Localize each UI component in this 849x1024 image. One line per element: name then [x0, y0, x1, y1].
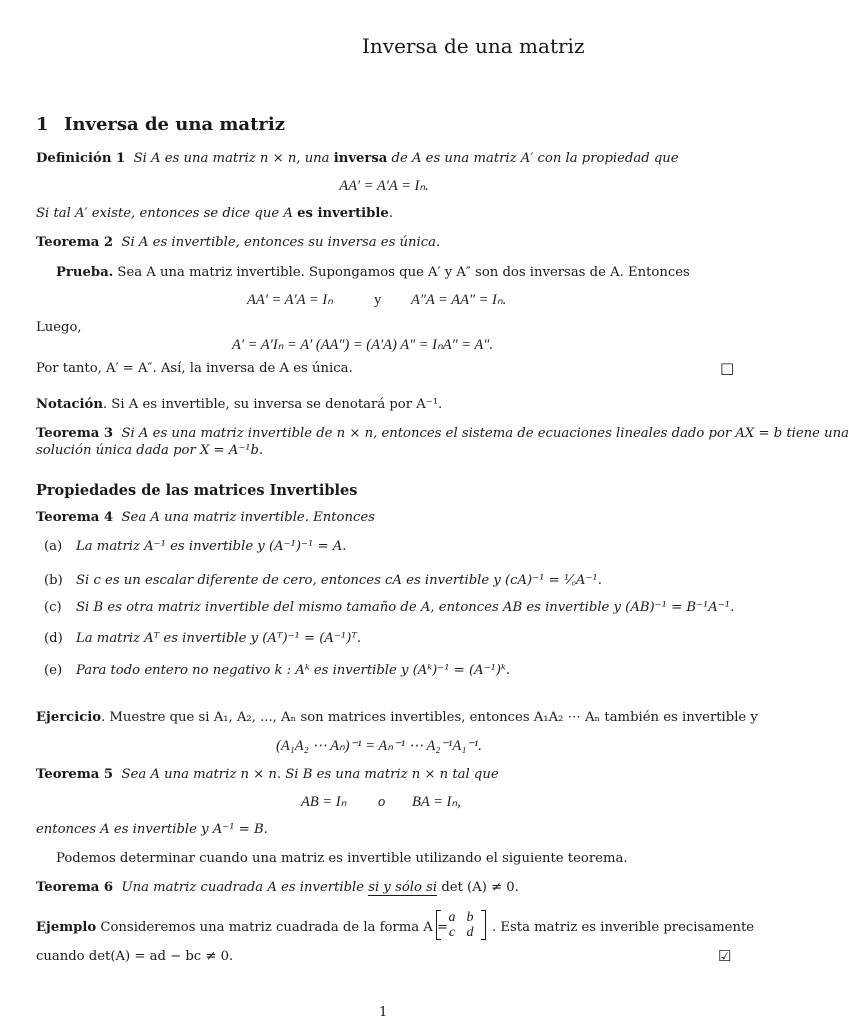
theorem-3: [36, 426, 849, 441]
theorem-5-conclusion: entonces A es invertible y A⁻¹ = B.: [36, 822, 268, 837]
proof: [56, 265, 690, 280]
exercise-label: Ejercicio: [36, 710, 102, 725]
matrix-entry: a: [448, 910, 456, 925]
matrix-entry: d: [466, 925, 474, 940]
theorem-3-label: Teorema 3: [36, 426, 114, 441]
definition-text-b: de A es una matriz A′ con la propiedad que: [387, 151, 679, 166]
theorem-5: [36, 767, 499, 782]
theorem-5-equation-right: BA = Iₙ,: [412, 794, 461, 810]
theorem-4-text: Sea A una matriz invertible. Entonces: [121, 510, 375, 525]
section-heading: [36, 114, 285, 135]
example-matrix: [436, 910, 486, 940]
proof-conclusion: Por tanto, A′ = A″. Así, la inversa de A es única.: [36, 361, 353, 376]
exercise-text: . Muestre que si A₁, A₂, ..., Aₙ son matrices invertibles, entonces A₁A₂ ⋯ Aₙ también es invertible y: [101, 710, 758, 725]
definition-label: Definición 1: [36, 151, 126, 166]
theorem-5-equation-left: AB = Iₙ: [301, 794, 347, 810]
notation-label: Notación: [36, 397, 103, 412]
theorem-6-text-a: Una matriz cuadrada A es invertible: [121, 880, 369, 895]
proof-equation-connector: y: [374, 292, 382, 308]
list-item-text: Para todo entero no negativo k : Aᵏ es invertible y (Aᵏ)⁻¹ = (A⁻¹)ᵏ.: [76, 663, 511, 678]
theorem-5-text: Sea A una matriz n × n. Si B es una matriz n × n tal que: [121, 767, 499, 782]
list-item-text: Si B es otra matriz invertible del mismo tamaño de A, entonces AB es invertible y (AB)⁻¹ = B⁻¹A⁻¹.: [76, 600, 735, 615]
properties-heading: Propiedades de las matrices Invertibles: [36, 482, 358, 499]
theorem-6: [36, 880, 519, 895]
consequence-term: es invertible: [297, 206, 389, 221]
section-title: Inversa de una matriz: [64, 114, 285, 135]
list-item-text: Si c es un escalar diferente de cero, entonces cA es invertible y (cA)⁻¹ = ¹⁄꜀A⁻¹.: [76, 573, 602, 588]
page-number: 1: [379, 1005, 388, 1020]
list-item-text: La matriz A⁻¹ es invertible y (A⁻¹)⁻¹ = A.: [76, 539, 347, 554]
consequence-text-b: .: [388, 206, 394, 221]
list-item-label: (c): [44, 600, 62, 615]
theorem-6-underlined: si y sólo si: [368, 880, 438, 895]
list-item-label: (e): [44, 663, 63, 678]
notation: [36, 397, 442, 412]
consequence-text-a: Si tal A′ existe, entonces se dice que A: [36, 206, 298, 221]
theorem-3-line-2: solución única dada por X = A⁻¹b.: [36, 443, 264, 458]
matrix-entry: b: [466, 910, 474, 925]
definition-equation: AA′ = A′A = Iₙ.: [339, 178, 429, 194]
page-title: Inversa de una matriz: [362, 34, 585, 58]
theorem-2: [36, 235, 440, 250]
qed-box-icon: □: [720, 359, 735, 377]
definition-1: [36, 151, 679, 166]
example-label: Ejemplo: [36, 920, 97, 935]
list-item: [44, 570, 602, 588]
list-item-label: (a): [44, 539, 63, 554]
list-item: [44, 539, 346, 554]
list-item: [44, 631, 361, 646]
proof-equation-2: A′ = A′Iₙ = A′ (AA″) = (A′A) A″ = IₙA″ = A″.: [232, 337, 493, 353]
matrix-2x2: [436, 910, 486, 940]
theorem-4-label: Teorema 4: [36, 510, 114, 525]
paragraph: Podemos determinar cuando una matriz es invertible utilizando el siguiente teorema.: [56, 851, 628, 866]
proof-equation-right: A″A = AA″ = Iₙ.: [411, 292, 507, 308]
theorem-6-text-b: det (A) ≠ 0.: [437, 880, 519, 895]
theorem-5-connector: o: [378, 794, 386, 810]
example-text-a: Consideremos una matriz cuadrada de la forma A =: [100, 920, 449, 935]
example-text-b: . Esta matriz es inverible precisamente: [492, 920, 755, 935]
notation-text: . Si A es invertible, su inversa se denotará por A⁻¹.: [102, 397, 443, 412]
example-line-2: cuando det(A) = ad − bc ≠ 0.: [36, 949, 234, 964]
example: [36, 920, 448, 935]
proof-luego: Luego,: [36, 320, 82, 335]
definition-term: inversa: [333, 151, 388, 166]
proof-text: Sea A una matriz invertible. Supongamos que A′ y A″ son dos inversas de A. Entonces: [117, 265, 690, 280]
definition-text-a: Si A es una matriz n × n, una: [133, 151, 334, 166]
matrix-entry: c: [448, 925, 456, 940]
theorem-6-label: Teorema 6: [36, 880, 114, 895]
theorem-5-label: Teorema 5: [36, 767, 114, 782]
theorem-2-text: Si A es invertible, entonces su inversa es única.: [121, 235, 441, 250]
exercise-equation: (A₁A₂ ⋯ Aₙ)⁻¹ = Aₙ⁻¹ ⋯ A₂⁻¹A₁⁻¹.: [276, 738, 482, 754]
theorem-2-label: Teorema 2: [36, 235, 114, 250]
theorem-3-line-1: Si A es una matriz invertible de n × n, entonces el sistema de ecuaciones lineales dado por AX = b tiene una: [121, 426, 849, 441]
checkbox-checked-icon: ☑: [718, 947, 732, 965]
theorem-4: [36, 510, 375, 525]
list-item-label: (b): [44, 573, 63, 588]
list-item-text: La matriz Aᵀ es invertible y (Aᵀ)⁻¹ = (A⁻¹)ᵀ.: [76, 631, 362, 646]
list-item-label: (d): [44, 631, 63, 646]
list-item: [44, 663, 510, 678]
definition-consequence: [36, 206, 393, 221]
proof-equation-left: AA′ = A′A = Iₙ: [247, 292, 333, 308]
list-item: [44, 600, 734, 615]
section-number: 1: [36, 114, 49, 135]
proof-label: Prueba.: [56, 265, 114, 280]
exercise: [36, 710, 758, 725]
